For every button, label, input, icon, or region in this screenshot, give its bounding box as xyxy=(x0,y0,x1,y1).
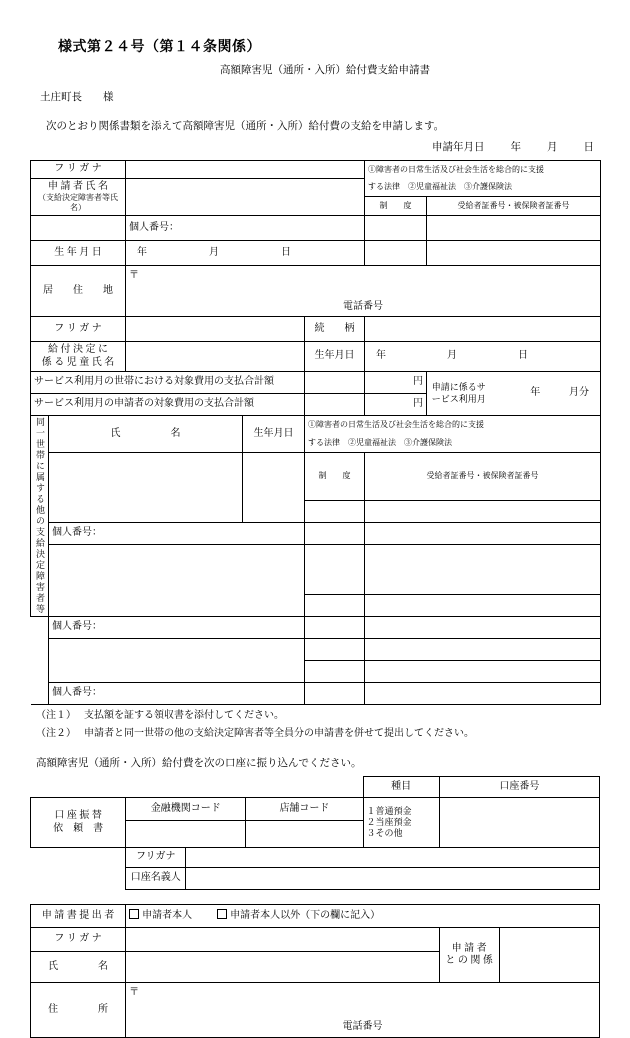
applicant-phone-label: 電話番号 xyxy=(343,300,383,312)
household-member-name-3[interactable] xyxy=(49,639,305,683)
submitter-checkboxes[interactable] xyxy=(126,905,600,928)
child-relation-label: 続 柄 xyxy=(305,317,365,342)
addressee: 土庄町長 様 xyxy=(40,92,114,103)
bank-type-header: 種目 xyxy=(363,777,439,798)
household-mynumber-2[interactable]: 個人番号： xyxy=(49,617,305,639)
household-members-birth-header: 生年月日 xyxy=(243,416,305,453)
bank-lead: 高額障害児（通所・入所）給付費を次の口座に振り込んでください。 xyxy=(36,758,362,769)
household-cert-value-8[interactable] xyxy=(365,683,601,705)
applicant-residence-value[interactable] xyxy=(126,286,601,317)
household-mynumber-3[interactable]: 個人番号： xyxy=(49,683,305,705)
household-total-value[interactable] xyxy=(305,372,365,394)
bank-holder-value[interactable] xyxy=(186,868,600,890)
note-1-label: （注１） xyxy=(36,710,76,721)
form-number: 様式第２４号（第１４条関係） xyxy=(58,40,261,55)
household-cert-header: 受給者証番号・被保険者証番号 xyxy=(365,453,601,501)
child-birth-day: 日 xyxy=(518,350,528,362)
note-2 xyxy=(36,726,600,741)
bank-type-option-2[interactable]: ２当座預金 xyxy=(366,816,412,827)
household-member-name-1[interactable] xyxy=(49,453,243,523)
application-date-day: 日 xyxy=(583,142,594,153)
household-members-name-header: 氏 名 xyxy=(49,416,243,453)
submitter-checkbox-other[interactable] xyxy=(217,909,227,919)
bank-code-value[interactable] xyxy=(126,821,246,848)
household-system-value-2[interactable] xyxy=(305,522,365,544)
child-birth-label: 生年月日 xyxy=(305,342,365,372)
child-name-value[interactable] xyxy=(126,342,305,372)
service-month-label: 申請に係るサ ービス利用月 xyxy=(427,372,491,416)
household-members-table xyxy=(30,415,601,705)
applicant-furigana-label: フ リ ガ ナ xyxy=(31,161,126,179)
applicant-laws-line2: する法律 ②児童福祉法 ③介護保険法 xyxy=(365,178,601,196)
household-system-value-6[interactable] xyxy=(305,639,365,661)
applicant-laws-line1: ①障害者の日常生活及び社会生活を総合的に支援 xyxy=(365,161,601,179)
application-date-year: 年 xyxy=(510,142,521,153)
child-birth-year: 年 xyxy=(376,350,386,362)
submitter-name-label: 氏 名 xyxy=(31,952,126,983)
applicant-total-yen: 円 xyxy=(365,394,427,416)
child-birth-value[interactable] xyxy=(365,342,601,372)
applicant-birth-year: 年 xyxy=(137,246,147,258)
household-member-name-2[interactable] xyxy=(49,544,305,617)
household-system-value-4[interactable] xyxy=(305,595,365,617)
applicant-system-value-1[interactable] xyxy=(365,216,427,241)
household-system-value-1[interactable] xyxy=(305,500,365,522)
bank-holder-label: 口座名義人 xyxy=(126,868,186,890)
submitter-header: 申 請 書 提 出 者 xyxy=(31,905,126,928)
household-member-birth-1[interactable] xyxy=(243,453,305,523)
household-cert-value-4[interactable] xyxy=(365,595,601,617)
submitter-table xyxy=(30,904,600,1038)
note-2-text: 申請者と同一世帯の他の支給決定障害者等全員分の申請書を併せて提出してください。 xyxy=(84,728,474,739)
bank-account-number-header: 口座番号 xyxy=(439,777,599,798)
household-total-label: サービス利用月の世帯における対象費用の支払合計額 xyxy=(31,372,305,394)
applicant-cert-value-1[interactable] xyxy=(427,216,601,241)
household-total-yen: 円 xyxy=(365,372,427,394)
submitter-address-label: 住 所 xyxy=(31,983,126,1038)
applicant-furigana-value[interactable] xyxy=(126,161,365,179)
bank-type-option-3[interactable]: ３その他 xyxy=(366,828,403,839)
applicant-cert-header: 受給者証番号・被保険者証番号 xyxy=(427,196,601,215)
applicant-name-value[interactable] xyxy=(126,178,365,216)
applicant-mynumber-label[interactable]: 個人番号： xyxy=(126,216,365,241)
submitter-relation-label: 申 請 者 と の 関 係 xyxy=(439,928,499,983)
application-date-line xyxy=(30,139,594,154)
household-cert-value-2[interactable] xyxy=(365,522,601,544)
applicant-residence-label: 居 住 地 xyxy=(31,266,126,317)
bank-box-label: 口 座 振 替 依 頼 書 xyxy=(31,798,126,848)
household-system-value-7[interactable] xyxy=(305,661,365,683)
bank-table xyxy=(30,776,600,890)
applicant-mynumber-label-cell xyxy=(31,216,126,241)
child-furigana-value[interactable] xyxy=(126,317,305,342)
bank-code-label: 金融機関コード xyxy=(126,798,246,821)
applicant-cert-value-2[interactable] xyxy=(427,241,601,266)
bank-account-number-value[interactable] xyxy=(439,798,599,848)
submitter-checkbox-self[interactable] xyxy=(129,909,139,919)
note-2-label: （注２） xyxy=(36,728,76,739)
branch-code-value[interactable] xyxy=(246,821,363,848)
submitter-postal-mark: 〒 xyxy=(126,983,600,1004)
applicant-postal-mark: 〒 xyxy=(126,266,601,287)
household-cert-value-1[interactable] xyxy=(365,500,601,522)
applicant-total-value[interactable] xyxy=(305,394,365,416)
household-mynumber-1[interactable]: 個人番号： xyxy=(49,522,305,544)
child-furigana-label: フ リ ガ ナ xyxy=(31,317,126,342)
applicant-name-label: 申 請 者 氏 名 （支給決定障害者等氏名） xyxy=(31,178,126,216)
applicant-system-value-2[interactable] xyxy=(365,241,427,266)
household-cert-value-3[interactable] xyxy=(365,544,601,595)
bank-furigana-value[interactable] xyxy=(186,848,600,868)
household-cert-value-5[interactable] xyxy=(365,617,601,639)
application-date-label: 申請年月日 xyxy=(432,142,485,153)
lead-text: 次のとおり関係書類を添えて高額障害児（通所・入所）給付費の支給を申請します。 xyxy=(46,121,445,132)
applicant-birth-day: 日 xyxy=(281,246,291,258)
bank-type-option-1[interactable]: １普通預金 xyxy=(366,805,412,816)
applicant-table xyxy=(30,160,601,416)
submitter-check-other-label: 申請者本人以外（下の欄に記入） xyxy=(230,910,381,922)
service-month-month: 月分 xyxy=(569,387,589,399)
note-1-text: 支払額を証する領収書を添付してください。 xyxy=(84,710,284,721)
child-name-label: 給 付 決 定 に 係 る 児 童 氏 名 xyxy=(31,342,126,372)
submitter-furigana-value[interactable] xyxy=(126,928,439,952)
submitter-address-value[interactable] xyxy=(126,1003,600,1038)
household-laws-line1: ①障害者の日常生活及び社会生活を総合的に支援 xyxy=(305,416,601,435)
child-relation-value[interactable] xyxy=(365,317,601,342)
service-month-value[interactable] xyxy=(491,372,601,416)
applicant-total-label: サービス利用月の申請者の対象費用の支払合計額 xyxy=(31,394,305,416)
applicant-birth-value[interactable] xyxy=(126,241,365,266)
branch-code-label: 店舗コード xyxy=(246,798,363,821)
applicant-birth-label: 生 年 月 日 xyxy=(31,241,126,266)
submitter-relation-value[interactable] xyxy=(499,928,599,983)
child-birth-month: 月 xyxy=(447,350,457,362)
household-cert-value-7[interactable] xyxy=(365,661,601,683)
form-title: 高額障害児（通所・入所）給付費支給申請書 xyxy=(220,65,430,76)
household-members-vertical-label: 同一世帯に属する他の支給決定障害者等 xyxy=(31,416,49,617)
household-system-header: 制 度 xyxy=(305,453,365,501)
bank-furigana-label: フリガナ xyxy=(126,848,186,868)
note-1 xyxy=(36,708,600,723)
applicant-system-header: 制 度 xyxy=(365,196,427,215)
household-system-value-5[interactable] xyxy=(305,617,365,639)
submitter-name-value[interactable] xyxy=(126,952,439,983)
household-cert-value-6[interactable] xyxy=(365,639,601,661)
household-laws-line2: する法律 ②児童福祉法 ③介護保険法 xyxy=(305,434,601,453)
household-system-value-8[interactable] xyxy=(305,683,365,705)
household-system-value-3[interactable] xyxy=(305,544,365,595)
submitter-check-self-label: 申請者本人 xyxy=(142,910,193,922)
application-date-month: 月 xyxy=(547,142,558,153)
applicant-birth-month: 月 xyxy=(209,246,219,258)
submitter-phone-label: 電話番号 xyxy=(342,1020,383,1032)
service-month-year: 年 xyxy=(530,387,541,399)
bank-type-options[interactable] xyxy=(363,798,439,848)
submitter-furigana-label: フ リ ガ ナ xyxy=(31,928,126,952)
